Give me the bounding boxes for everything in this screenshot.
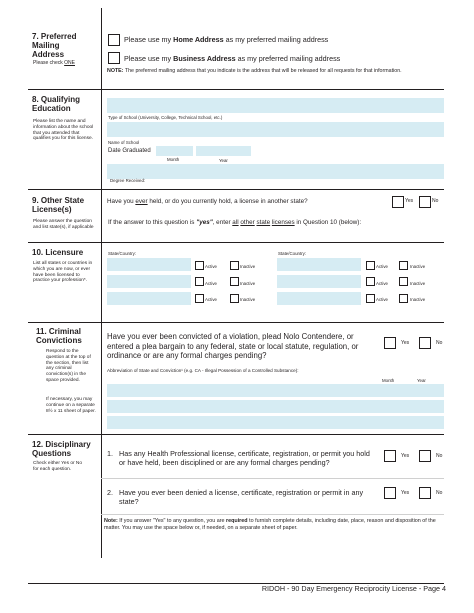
home-address-checkbox[interactable]: [108, 34, 120, 46]
active-label: Active: [376, 264, 388, 269]
date-graduated-label: Date Graduated: [108, 148, 151, 154]
graduation-year-label: Year: [219, 158, 228, 163]
section-8-title: 8. Qualifying Education: [32, 95, 81, 113]
state-country-label-right: State/Country:: [278, 251, 307, 256]
section-rule: [28, 434, 444, 435]
inactive-checkbox[interactable]: [230, 277, 239, 286]
degree-field[interactable]: [107, 164, 444, 179]
section-12-help: Check either Yes or No for each question.: [33, 461, 83, 472]
school-type-label: Type of School (University, College, Technical School, etc.): [108, 115, 223, 120]
active-checkbox[interactable]: [366, 261, 375, 270]
discipline-question-2: Have you ever been denied a license, certificate, registration or permit in any state?: [119, 488, 364, 507]
q1-no-label: No: [436, 453, 443, 459]
graduation-month-field[interactable]: [156, 146, 193, 156]
graduation-month-label: Month: [167, 157, 180, 162]
active-label: Active: [205, 264, 217, 269]
home-address-label: Please use my Home Address as my preferred mailing address: [124, 35, 329, 44]
section-8-help: Please list the name and information about the school that you attended that qualifies you for this license.: [33, 119, 94, 142]
question-divider: [101, 478, 444, 479]
section-7-title: 7. Preferred Mailing Address: [32, 32, 77, 59]
state-country-field[interactable]: [107, 292, 191, 305]
state-country-field[interactable]: [277, 275, 361, 288]
section-11-help-continue: If necessary, you may continue on a separate 8½ x 11 sheet of paper.: [46, 397, 96, 414]
state-country-field[interactable]: [107, 258, 191, 271]
inactive-label: Inactive: [410, 281, 426, 286]
inactive-label: Inactive: [240, 281, 256, 286]
section-9-help: Please answer the question and list state(s), if applicable: [33, 219, 94, 230]
section-rule: [28, 242, 444, 243]
q1-yes-label: Yes: [401, 453, 410, 459]
active-label: Active: [376, 281, 388, 286]
conviction-abbr-label: Abbreviation of State and Conviction¹ (e.g. CA - Illegal Possession of a Controlled Substance):: [107, 368, 299, 373]
conviction-month-label: Month: [382, 378, 395, 383]
conviction-yes-label: Yes: [401, 340, 410, 346]
section-rule: [28, 89, 444, 90]
degree-label: Degree Received:: [110, 178, 146, 183]
section-10-title: 10. Licensure: [32, 248, 84, 257]
section-11-title: 11. Criminal Convictions: [36, 327, 82, 345]
conviction-yes-checkbox[interactable]: [384, 337, 396, 349]
business-address-checkbox[interactable]: [108, 52, 120, 64]
mailing-address-note: NOTE: The preferred mailing address that you indicate is the address that will be released for all requests for that information.: [107, 68, 402, 74]
section-11-help: Respond to the question at the top of the section, then list any criminal conviction(s) in the space provided.: [46, 349, 91, 383]
disciplinary-note: Note: If you answer "Yes" to any question, you are required to furnish complete details, including date, place, reason and disposition of the matter. You may use the space below or, if needed, on a separate sheet of paper.: [104, 518, 436, 532]
inactive-label: Inactive: [410, 264, 426, 269]
conviction-row-field[interactable]: [107, 400, 444, 413]
inactive-checkbox[interactable]: [399, 294, 408, 303]
q2-no-checkbox[interactable]: [419, 487, 431, 499]
active-checkbox[interactable]: [195, 261, 204, 270]
other-state-no-label: No: [432, 198, 439, 204]
state-country-label-left: State/Country:: [108, 251, 137, 256]
other-state-question: Have you ever held, or do you currently hold, a license in another state?: [107, 198, 308, 205]
q2-no-label: No: [436, 490, 443, 496]
inactive-checkbox[interactable]: [230, 294, 239, 303]
school-type-field[interactable]: [107, 98, 444, 113]
section-rule: [28, 322, 444, 323]
page-footer: RIDOH - 90 Day Emergency Reciprocity License - Page 4: [261, 584, 446, 593]
inactive-checkbox[interactable]: [399, 261, 408, 270]
active-checkbox[interactable]: [195, 277, 204, 286]
school-name-label: Name of School: [108, 140, 140, 145]
active-label: Active: [205, 281, 217, 286]
active-checkbox[interactable]: [366, 294, 375, 303]
section-divider-vertical: [101, 8, 102, 558]
inactive-checkbox[interactable]: [230, 261, 239, 270]
active-label: Active: [376, 297, 388, 302]
section-rule: [28, 189, 444, 190]
other-state-yes-checkbox[interactable]: [392, 196, 404, 208]
state-country-field[interactable]: [107, 275, 191, 288]
state-country-field[interactable]: [277, 292, 361, 305]
conviction-no-label: No: [436, 340, 443, 346]
q1-yes-checkbox[interactable]: [384, 450, 396, 462]
section-9-title: 9. Other State License(s): [32, 196, 85, 214]
school-name-field[interactable]: [107, 122, 444, 137]
question-divider: [101, 514, 444, 515]
conviction-row-field[interactable]: [107, 384, 444, 397]
active-label: Active: [205, 297, 217, 302]
inactive-checkbox[interactable]: [399, 277, 408, 286]
q2-yes-checkbox[interactable]: [384, 487, 396, 499]
q2-number: 2.: [107, 488, 113, 497]
q1-number: 1.: [107, 449, 113, 458]
state-country-field[interactable]: [277, 258, 361, 271]
discipline-question-1: Has any Health Professional license, certificate, registration, or permit you hold or have held, been disciplined or are any formal charges pending?: [119, 449, 370, 468]
graduation-year-field[interactable]: [196, 146, 251, 156]
q1-no-checkbox[interactable]: [419, 450, 431, 462]
active-checkbox[interactable]: [366, 277, 375, 286]
inactive-label: Inactive: [410, 297, 426, 302]
other-state-followup: If the answer to this question is "yes", enter all other state licenses in Question 10 (below):: [108, 219, 362, 226]
section-12-title: 12. Disciplinary Questions: [32, 440, 91, 458]
conviction-row-field[interactable]: [107, 416, 444, 429]
inactive-label: Inactive: [240, 297, 256, 302]
section-10-help: List all states or countries in which you are now, or ever have been licensed to practice your profession*.: [33, 261, 93, 284]
active-checkbox[interactable]: [195, 294, 204, 303]
section-7-help: Please check ONE: [33, 60, 75, 66]
criminal-conviction-question: Have you ever been convicted of a violation, plead Nolo Contendere, or entered a plea bargain to any federal, state or local statute, regulation, or ordinance or are any formal charges pending?: [107, 332, 359, 361]
q2-yes-label: Yes: [401, 490, 410, 496]
conviction-year-label: Year: [417, 378, 426, 383]
conviction-no-checkbox[interactable]: [419, 337, 431, 349]
business-address-label: Please use my Business Address as my preferred mailing address: [124, 54, 341, 63]
inactive-label: Inactive: [240, 264, 256, 269]
other-state-no-checkbox[interactable]: [419, 196, 431, 208]
other-state-yes-label: Yes: [405, 198, 414, 204]
